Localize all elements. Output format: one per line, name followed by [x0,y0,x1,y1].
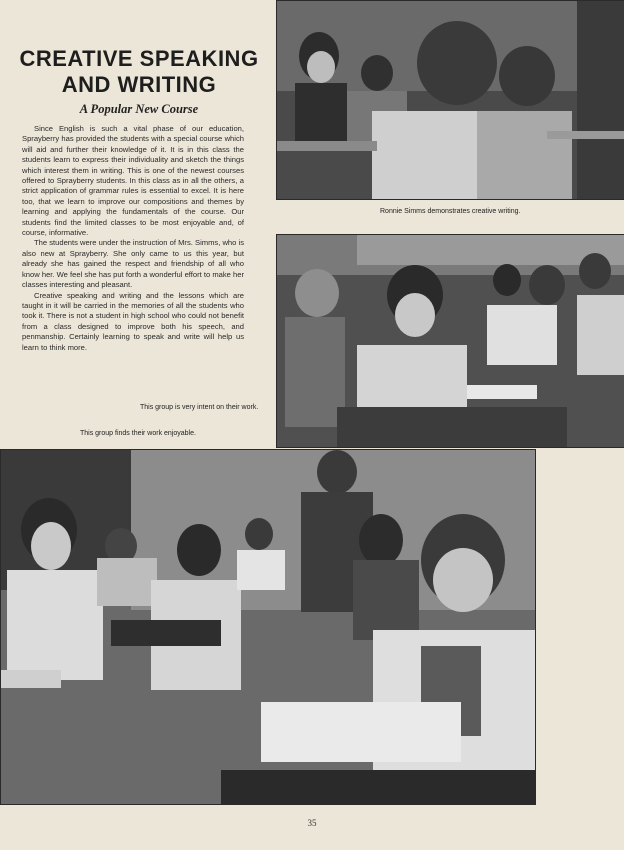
title-line-1: CREATIVE SPEAKING [19,46,259,71]
photo-classroom-top [276,0,624,200]
photo-classroom-bottom [0,449,536,805]
photo-classroom-bottom-image [1,450,535,804]
caption-photo-bottom: This group finds their work enjoyable. [80,430,196,437]
article-body [22,124,244,353]
article-title [10,46,268,98]
photo-classroom-middle-image [277,235,624,447]
page-number: 35 [307,818,317,828]
photo-classroom-middle [276,234,624,448]
paragraph-2: The students were under the instruction of Mrs. Simms, who is also new at Sprayberry. She only came to us this year, but already she has gained the respect and friendship of all who know her. We feel she has put forth a wonderful effort to make her classes interesting and pleasant. [22,238,244,290]
article-subtitle: A Popular New Course [79,102,199,116]
photo-classroom-top-image [277,1,624,199]
caption-photo-middle: This group is very intent on their work. [140,404,259,411]
paragraph-1: Since English is such a vital phase of our education, Sprayberry has provided the students with a special course which will aid and further their knowledge of it. It is in this class the students learn to express their individuality and sketch the things which interest them in writing. This is one of the newest courses offered to Sprayberry students. In this class as in all the others, a strict application of grammar rules is essential to excel. It is here too, that we learn to improve our compositions and themes by learning and applying the fundamentals of the course. Our students find the limited classes to be most enjoyable and, of course, informative. [22,124,244,238]
caption-photo-top: Ronnie Simms demonstrates creative writing. [380,208,521,215]
paragraph-3: Creative speaking and writing and the lessons which are taught in it will be carried in the memories of all the students who took it. There is not a student in high school who could not benefit from a class designed to improve both his speech, and penmanship. Certainly learning to speak and write will help us learn to think more. [22,290,244,352]
title-line-2: AND WRITING [61,72,217,97]
